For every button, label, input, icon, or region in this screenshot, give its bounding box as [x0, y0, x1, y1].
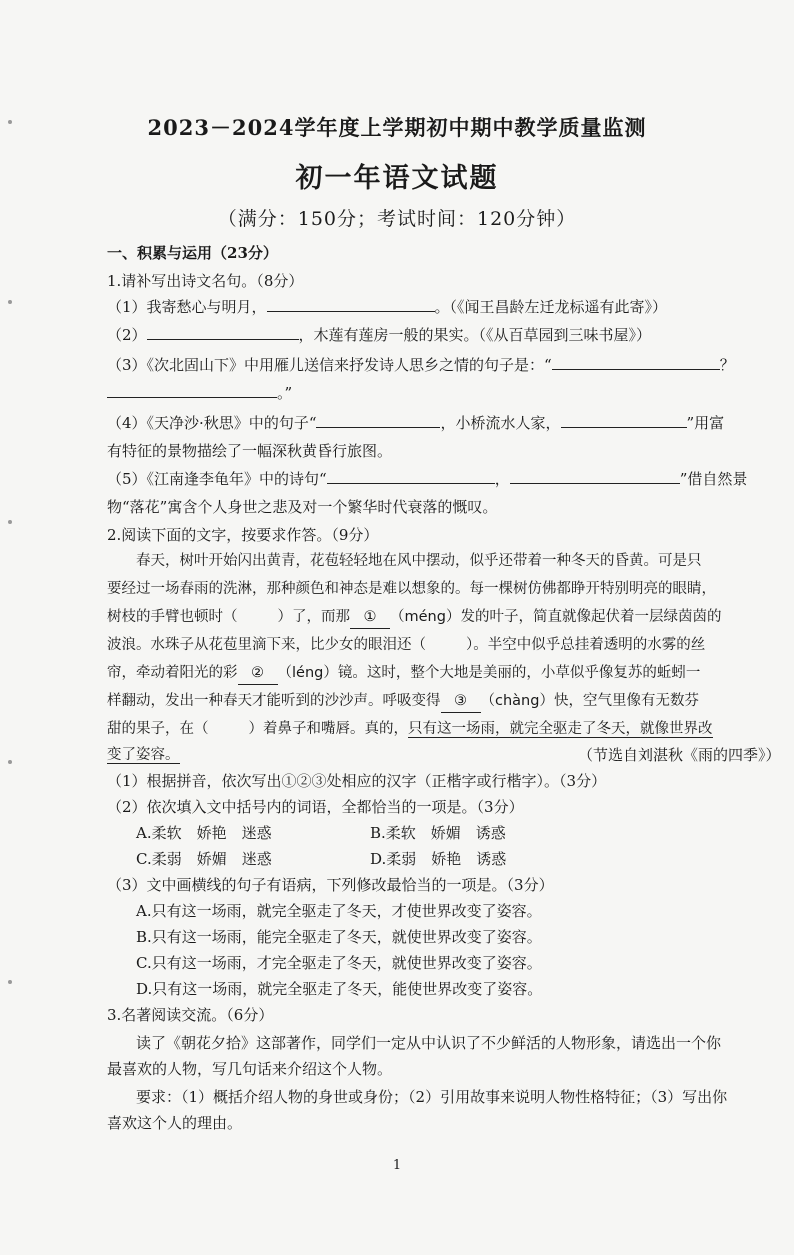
q3-text: 读了《朝花夕拾》这部著作，同学们一定从中认识了不少鲜活的人物形象，请选出一个你	[136, 1034, 722, 1052]
exam-title: 初一年语文试题	[295, 163, 499, 194]
passage-text: 树枝的手臂也顿时（	[107, 609, 238, 625]
q1-item1-text: （1）我寄愁心与明月，	[107, 298, 267, 316]
passage-text: 样翻动，发出一种春天才能听到的沙沙声。呼吸变得	[107, 693, 441, 709]
answer-blank[interactable]	[267, 296, 435, 312]
q2-sub2: （2）依次填入文中括号内的词语，全都恰当的一项是。（3分）	[107, 798, 524, 816]
answer-blank[interactable]	[147, 324, 299, 340]
passage-text: 甜的果子，在（	[107, 721, 209, 737]
q1-item2-num: （2）	[107, 326, 147, 344]
answer-blank[interactable]	[327, 468, 495, 484]
choice-option[interactable]: A.只有这一场雨，就完全驱走了冬天，才使世界改变了姿容。	[136, 902, 542, 920]
q1-item5-cont: 物“落花”寓含个人身世之悲及对一个繁华时代衰落的慨叹。	[107, 498, 498, 516]
q1-item4-text: （4）《天净沙·秋思》中的句子“	[107, 414, 317, 432]
exam-series-title: 2023－2024学年度上学期初中期中教学质量监测	[147, 115, 647, 140]
answer-blank[interactable]	[510, 468, 680, 484]
binding-dot	[8, 300, 12, 304]
blank-marker-2[interactable]: ②	[238, 662, 278, 685]
section-title: 一、积累与运用（23分）	[107, 244, 278, 262]
passage-text: （chàng）快，空气里像有无数芬	[480, 693, 699, 709]
q1-item3	[107, 354, 735, 376]
binding-dot	[8, 520, 12, 524]
choice-option[interactable]: D.柔弱 娇艳 诱惑	[370, 850, 507, 868]
q1-item4-end: ”用富	[686, 414, 725, 432]
q2-stem: 2.阅读下面的文字，按要求作答。（9分）	[107, 526, 379, 544]
passage-line: 春天，树叶开始闪出黄青，花苞轻轻地在风中摆动，似乎还带着一种冬天的昏黄。可是只	[136, 553, 702, 569]
choice-option[interactable]: A.柔软 娇艳 迷惑	[136, 824, 272, 842]
choice-option[interactable]: C.柔弱 娇媚 迷惑	[136, 850, 272, 868]
q2-sub1: （1）根据拼音，依次写出①②③处相应的汉字（正楷字或行楷字）。（3分）	[107, 772, 607, 790]
passage-source: （节选自刘湛秋《雨的四季》）	[578, 746, 781, 764]
q1-item1	[107, 296, 667, 318]
passage-line	[107, 744, 180, 766]
answer-blank[interactable]	[316, 412, 440, 428]
passage-text: （méng）发的叶子，简直就像起伏着一层绿茵茵的	[390, 609, 722, 625]
q3-requirements: 喜欢这个人的理由。	[107, 1114, 243, 1132]
q1-item2-text: ，木莲有莲房一般的果实。（《从百草园到三味书屋》）	[298, 326, 652, 344]
q1-item5-text: （5）《江南逢李龟年》中的诗句“	[107, 470, 327, 488]
q1-item3-text: （3）《次北固山下》中用雁儿送信来抒发诗人思乡之情的句子是：“	[107, 356, 552, 374]
q1-item3-cont	[107, 382, 292, 404]
blank-marker-1[interactable]: ①	[350, 606, 390, 629]
passage-line	[107, 690, 699, 713]
passage-line	[107, 662, 700, 685]
q1-item4-cont: 有特征的景物描绘了一幅深秋黄昏行旅图。	[107, 442, 393, 460]
passage-text: （léng）镜。这时，整个大地是美丽的，小草似乎像复苏的蚯蚓一	[277, 665, 701, 681]
choice-option[interactable]: D.只有这一场雨，就完全驱走了冬天，能使世界改变了姿容。	[136, 980, 543, 998]
answer-blank[interactable]	[561, 412, 687, 428]
q1-item1-source: 。（《闻王昌龄左迁龙标遥有此寄》）	[434, 298, 668, 316]
answer-blank[interactable]	[552, 354, 720, 370]
passage-text: ）。半空中似乎总挂着透明的水雾的丝	[466, 637, 706, 653]
q3-text: 最喜欢的人物，写几句话来介绍这个人物。	[107, 1060, 393, 1078]
q2-sub3: （3）文中画横线的句子有语病，下列修改最恰当的一项是。（3分）	[107, 876, 554, 894]
choice-option[interactable]: C.只有这一场雨，才完全驱走了冬天，就使世界改变了姿容。	[136, 954, 542, 972]
q1-item4	[107, 412, 724, 434]
q1-item5-mid: ，	[494, 470, 510, 488]
choice-option[interactable]: B.只有这一场雨，能完全驱走了冬天，就使世界改变了姿容。	[136, 928, 542, 946]
passage-text: ）着鼻子和嘴唇。真的，	[248, 721, 408, 737]
q1-item3-close: 。”	[277, 384, 293, 402]
choice-option[interactable]: B.柔软 娇媚 诱惑	[370, 824, 506, 842]
q3-requirements: 要求：（1）概括介绍人物的身世或身份；（2）引用故事来说明人物性格特征；（3）写出你	[136, 1088, 728, 1106]
passage-line: 要经过一场春雨的洗淋，那种颜色和神态是难以想象的。每一棵树仿佛都睁开特别明亮的眼睛，	[107, 581, 716, 597]
passage-line	[107, 606, 721, 629]
passage-text: ）了，而那	[277, 609, 350, 625]
q1-item3-mark: ？	[719, 356, 735, 374]
q1-item5	[107, 468, 747, 490]
binding-dot	[8, 980, 12, 984]
passage-text: 帘，牵动着阳光的彩	[107, 665, 238, 681]
q3-stem: 3.名著阅读交流。（6分）	[107, 1006, 274, 1024]
q1-item2	[107, 324, 651, 346]
exam-info: （满分：150分；考试时间：120分钟）	[217, 208, 577, 230]
page-number: 1	[392, 1158, 402, 1173]
underlined-sentence-end: 变了姿容。	[107, 747, 180, 763]
passage-line	[107, 634, 705, 656]
answer-blank[interactable]	[107, 382, 277, 398]
q1-stem: 1.请补写出诗文名句。（8分）	[107, 272, 304, 290]
underlined-sentence: 只有这一场雨，就完全驱走了冬天，就像世界改	[408, 721, 713, 737]
passage-text: 波浪。水珠子从花苞里滴下来，比少女的眼泪还（	[107, 637, 426, 653]
q1-item4-mid: ，小桥流水人家，	[440, 414, 561, 432]
q1-item5-end: ”借自然景	[679, 470, 748, 488]
passage-line	[107, 718, 713, 740]
blank-marker-3[interactable]: ③	[441, 690, 481, 713]
binding-dot	[8, 760, 12, 764]
